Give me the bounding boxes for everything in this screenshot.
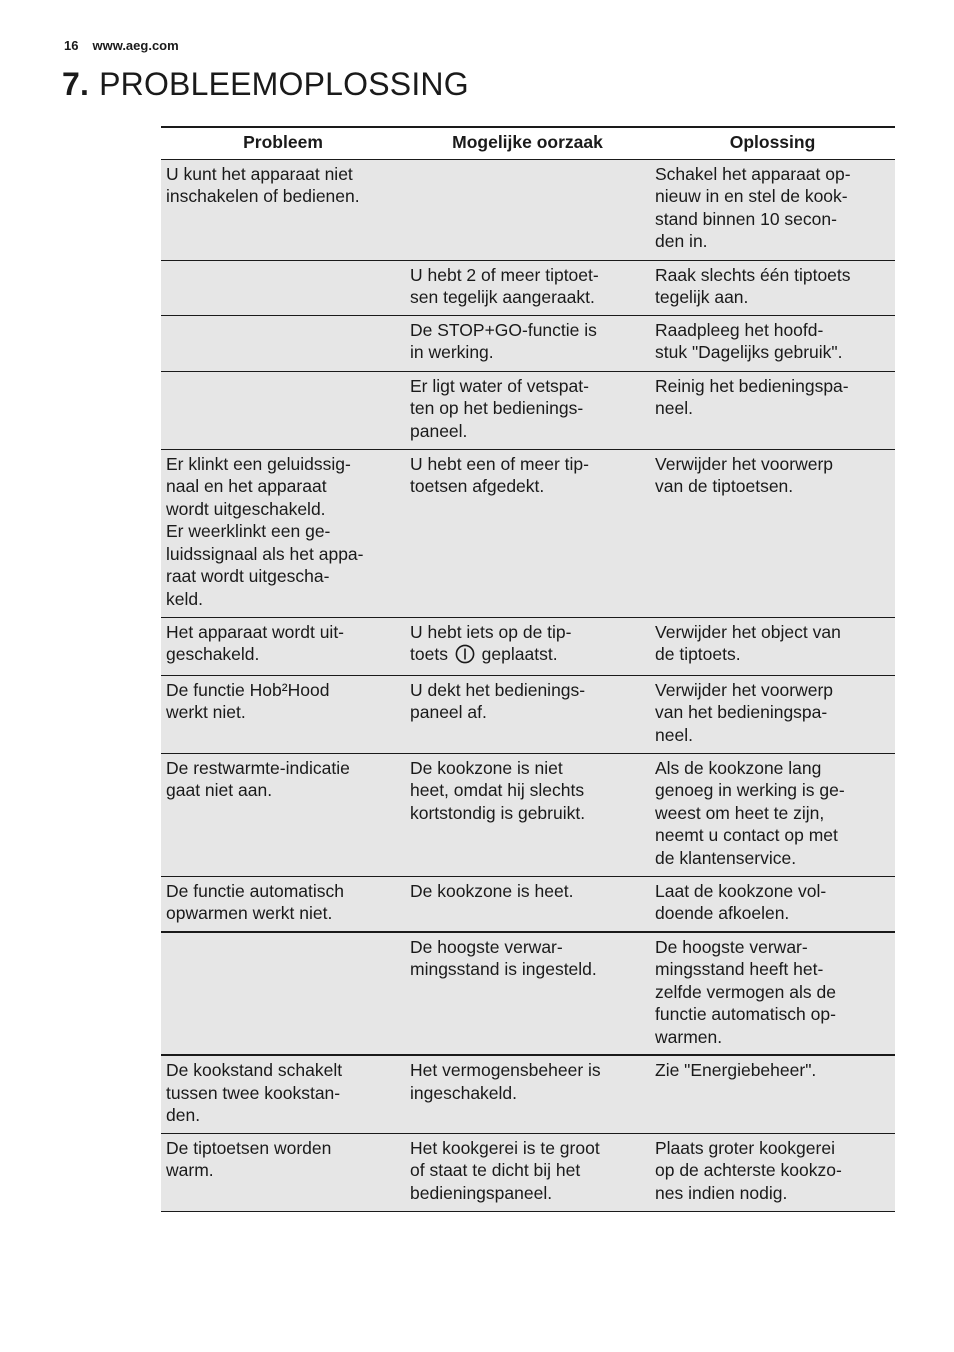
- cell-probleem: De functie Hob²Hood werkt niet.: [161, 675, 405, 753]
- troubleshooting-table: [161, 126, 895, 1212]
- cell-oplossing: Raadpleeg het hoofd- stuk "Dagelijks gebruik".: [650, 315, 895, 371]
- table-row: [161, 1055, 895, 1133]
- cell-probleem: De restwarmte-indicatie gaat niet aan.: [161, 753, 405, 876]
- page-header: [64, 38, 179, 53]
- cell-probleem: Er klinkt een geluidssig- naal en het apparaat wordt uitgeschakeld. Er weerklinkt een ge- luidssignaal als het appa- raat wordt uitgescha- keld.: [161, 449, 405, 617]
- cell-oorzaak: De STOP+GO-functie is in werking.: [405, 315, 650, 371]
- cell-oorzaak: Het vermogensbeheer is ingeschakeld.: [405, 1055, 650, 1133]
- cell-probleem: [161, 260, 405, 315]
- cell-probleem: [161, 371, 405, 449]
- cell-oorzaak-text-after: geplaatst.: [476, 644, 558, 664]
- cell-oorzaak: Er ligt water of vetspat- ten op het bedienings- paneel.: [405, 371, 650, 449]
- page-number: 16: [64, 38, 79, 53]
- cell-probleem: De tiptoetsen worden warm.: [161, 1133, 405, 1211]
- cell-oorzaak: U hebt 2 of meer tiptoet- sen tegelijk aangeraakt.: [405, 260, 650, 315]
- table-row: [161, 753, 895, 876]
- table-row: [161, 932, 895, 1056]
- cell-oorzaak: De kookzone is heet.: [405, 876, 650, 932]
- cell-oplossing: Reinig het bedieningspa- neel.: [650, 371, 895, 449]
- cell-oorzaak: [405, 159, 650, 260]
- section-title-text: PROBLEEMOPLOSSING: [99, 66, 469, 102]
- table-row: [161, 371, 895, 449]
- cell-oplossing: Verwijder het voorwerp van het bedieningspa- neel.: [650, 675, 895, 753]
- column-header-probleem: Probleem: [161, 127, 405, 159]
- cell-probleem: [161, 315, 405, 371]
- table-row: [161, 315, 895, 371]
- cell-probleem: [161, 932, 405, 1056]
- cell-oplossing: Raak slechts één tiptoets tegelijk aan.: [650, 260, 895, 315]
- cell-oplossing: Als de kookzone lang genoeg in werking is ge- weest om heet te zijn, neemt u contact op met de klantenservice.: [650, 753, 895, 876]
- cell-oorzaak-text-before: U hebt iets op de tip- toets: [410, 621, 572, 664]
- table-row: [161, 449, 895, 617]
- cell-oplossing: Plaats groter kookgerei op de achterste kookzo- nes indien nodig.: [650, 1133, 895, 1211]
- cell-oplossing: De hoogste verwar- mingsstand heeft het- zelfde vermogen als de functie automatisch op- warmen.: [650, 932, 895, 1056]
- table-row: [161, 159, 895, 260]
- table-row: [161, 675, 895, 753]
- table-row: [161, 876, 895, 932]
- column-header-oplossing: Oplossing: [650, 127, 895, 159]
- cell-probleem: Het apparaat wordt uit- geschakeld.: [161, 617, 405, 675]
- cell-oorzaak: De kookzone is niet heet, omdat hij slechts kortstondig is gebruikt.: [405, 753, 650, 876]
- cell-oorzaak: Het kookgerei is te groot of staat te dicht bij het bedieningspaneel.: [405, 1133, 650, 1211]
- column-header-oorzaak: Mogelijke oorzaak: [405, 127, 650, 159]
- table-row: [161, 617, 895, 675]
- section-title: [62, 66, 469, 103]
- cell-oplossing: Schakel het apparaat op- nieuw in en stel de kook- stand binnen 10 secon- den in.: [650, 159, 895, 260]
- cell-probleem: U kunt het apparaat niet inschakelen of bedienen.: [161, 159, 405, 260]
- cell-oorzaak: U dekt het bedienings- paneel af.: [405, 675, 650, 753]
- table-row: [161, 1133, 895, 1211]
- cell-oplossing: Laat de kookzone vol- doende afkoelen.: [650, 876, 895, 932]
- cell-probleem: De kookstand schakelt tussen twee kookstan- den.: [161, 1055, 405, 1133]
- section-number: 7.: [62, 66, 90, 102]
- cell-oorzaak: U hebt een of meer tip- toetsen afgedekt.: [405, 449, 650, 617]
- cell-oplossing: Verwijder het voorwerp van de tiptoetsen.: [650, 449, 895, 617]
- table-row: [161, 260, 895, 315]
- cell-oplossing: Zie "Energiebeheer".: [650, 1055, 895, 1133]
- cell-oplossing: Verwijder het object van de tiptoets.: [650, 617, 895, 675]
- site-url: www.aeg.com: [92, 38, 179, 53]
- power-icon: [455, 644, 475, 664]
- table-header-row: [161, 127, 895, 159]
- cell-probleem: De functie automatisch opwarmen werkt niet.: [161, 876, 405, 932]
- cell-oorzaak: De hoogste verwar- mingsstand is ingesteld.: [405, 932, 650, 1056]
- cell-oorzaak: [405, 617, 650, 675]
